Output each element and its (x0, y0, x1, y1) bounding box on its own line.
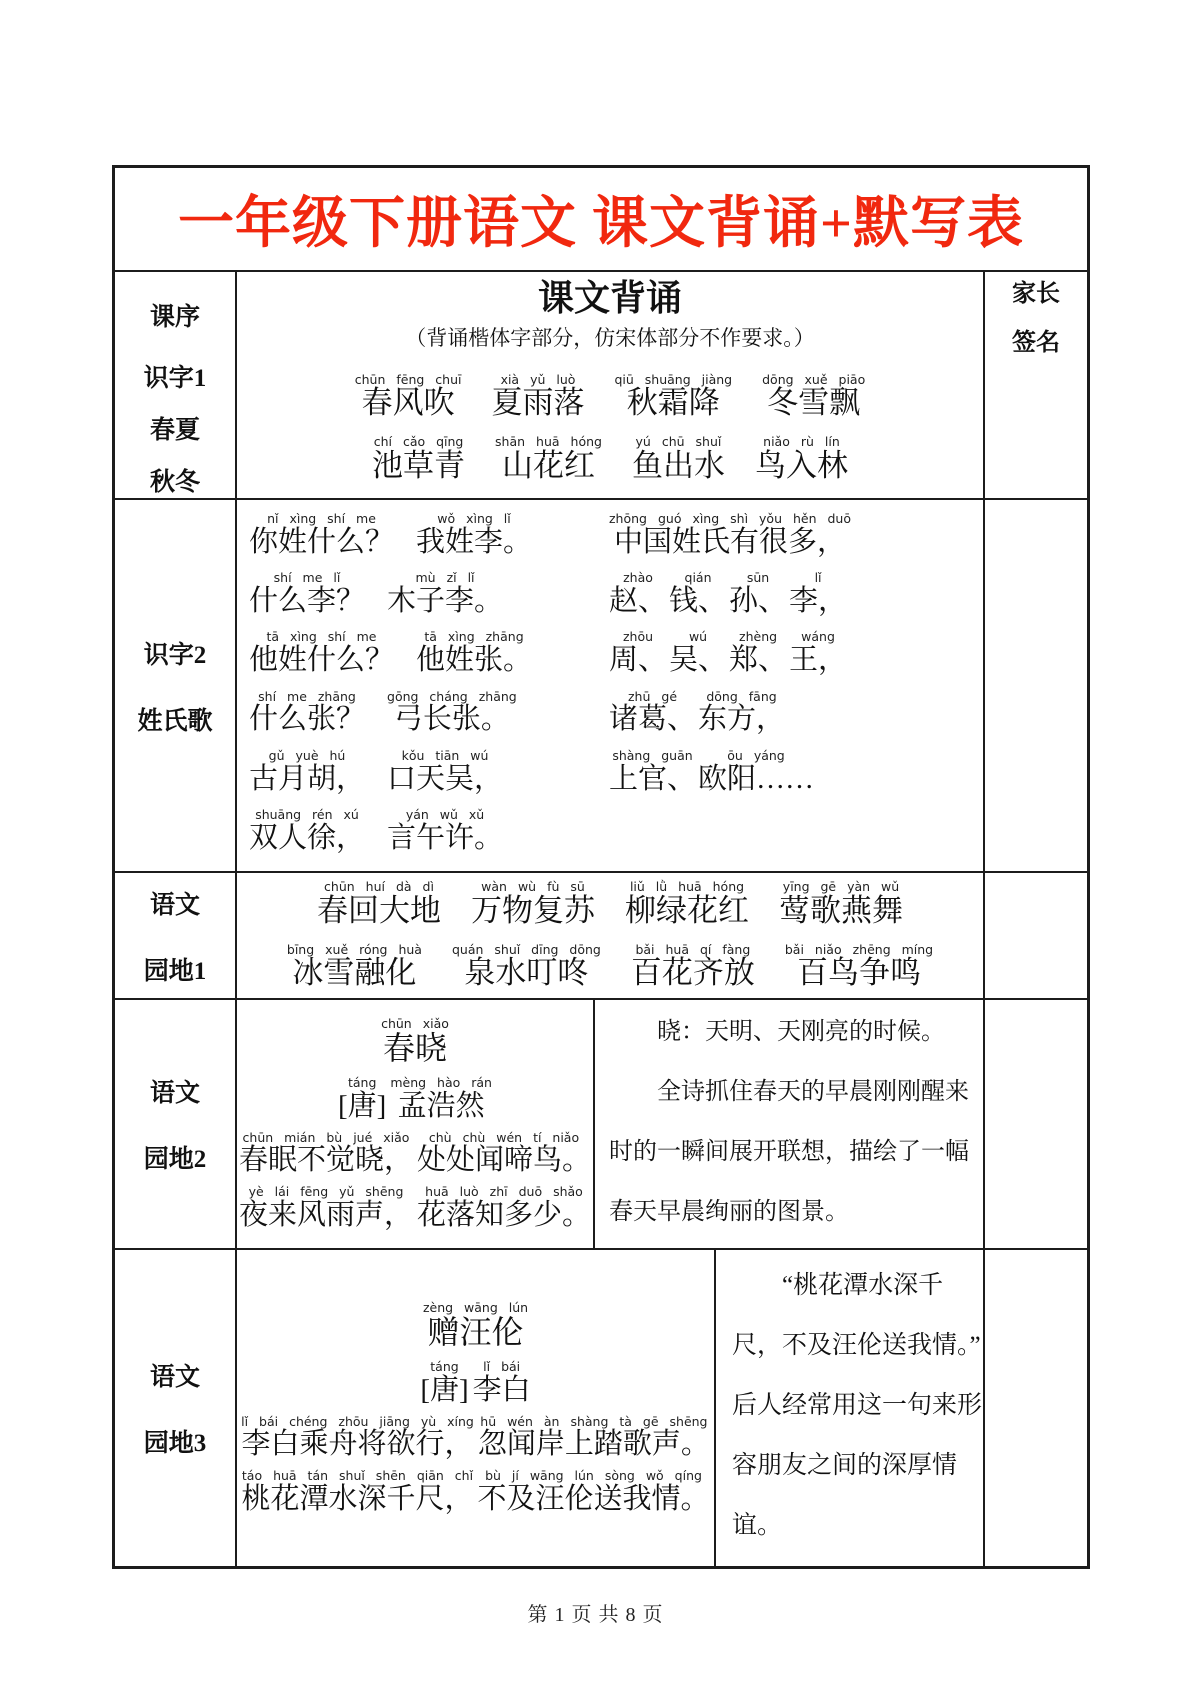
pinyin-text: mù zǐ lǐ (415, 570, 475, 586)
pinyin-text: yè lái fēng yǔ shēng (248, 1183, 404, 1199)
lesson-label-line: 语文 (149, 1364, 200, 1391)
hanzi-text: 冰雪融化 (292, 955, 417, 991)
table-row-shizi1 (115, 358, 1087, 498)
hanzi-text: 上官、 (609, 762, 697, 795)
pinyin-hanzi-segment (491, 373, 584, 421)
hanzi-text: 你姓什么？ (249, 525, 395, 558)
header-recitation-note: （背诵楷体字部分，仿宋体部分不作要求。） (405, 325, 815, 350)
pinyin-hanzi-segment (387, 571, 503, 617)
lesson-label-line: 语文 (149, 1080, 200, 1107)
pinyin-text: quán shuǐ dīng dōng (451, 941, 601, 957)
annotation-line: 谊。 (732, 1512, 783, 1539)
table-header-row (115, 270, 1087, 358)
header-lesson-order-label: 课序 (149, 304, 200, 331)
pinyin-hanzi-segment (372, 435, 465, 483)
hanzi-text: 柳绿花红 (625, 892, 749, 928)
hanzi-text: 鸟入林 (754, 447, 848, 483)
pinyin-hanzi-segment (729, 630, 787, 676)
hanzi-text: 什么李？ (249, 584, 366, 617)
phrase-line (287, 943, 933, 991)
hanzi-text: 池草青 (372, 447, 466, 483)
phrase-line (249, 749, 503, 795)
lesson-label-line: 春夏 (149, 417, 200, 444)
pinyin-text: táng (430, 1359, 459, 1375)
pinyin-text: wú (688, 629, 708, 645)
lesson-label-yuandi3 (115, 1250, 237, 1566)
hanzi-text: 孟浩然 (397, 1090, 485, 1123)
phrase-line (249, 808, 503, 854)
pinyin-hanzi-segment (452, 943, 601, 991)
table-row-shizi2 (115, 498, 1087, 871)
pinyin-hanzi-segment (249, 808, 365, 854)
hanzi-text: 秋霜降 (626, 385, 720, 421)
pinyin-text: chūn huí dà dì (324, 879, 434, 895)
table-row-yuandi1 (115, 871, 1087, 998)
signature-cell-yuandi2 (983, 1000, 1087, 1248)
hanzi-text: 万物复苏 (471, 892, 595, 928)
table-title-row (115, 168, 1087, 270)
lesson-label-line: 姓氏歌 (137, 707, 213, 735)
pinyin-text: mèng hào rán (390, 1075, 492, 1091)
hanzi-text: 双人徐， (249, 821, 366, 854)
lesson-label-line: 园地3 (143, 1430, 207, 1457)
lesson-label-shizi1 (115, 358, 237, 498)
annotation-line: 晓：天明、天刚亮的时候。 (657, 1019, 945, 1045)
pinyin-text: niǎo rù lín (763, 434, 840, 449)
pinyin-text: shí me zhāng (258, 688, 356, 704)
hanzi-text: 泉水叮咚 (464, 955, 589, 991)
pinyin-text: chūn xiǎo (381, 1015, 449, 1031)
phrase-line (609, 690, 785, 736)
hanzi-text: 郑、 (729, 644, 788, 677)
pinyin-hanzi-segment (631, 943, 755, 991)
pinyin-text: chūn fēng chuī (354, 371, 462, 387)
pinyin-hanzi-segment (614, 373, 732, 421)
pinyin-text: zhào (623, 570, 653, 586)
pinyin-hanzi-segment (416, 512, 532, 558)
annotation-line: 春天早晨绚丽的图景。 (609, 1199, 849, 1225)
hanzi-text: [唐] (338, 1090, 387, 1123)
hanzi-text: 春风吹 (361, 385, 455, 421)
pinyin-hanzi-segment (249, 571, 365, 617)
phrase-line (420, 1360, 530, 1406)
pinyin-text: hū wén àn shàng tà gē shēng (480, 1413, 708, 1429)
pinyin-hanzi-segment (789, 571, 847, 617)
lesson-label-line: 园地2 (143, 1146, 207, 1173)
signature-cell-yuandi1 (983, 873, 1087, 998)
pinyin-hanzi-segment (416, 630, 532, 676)
pinyin-text: xià yǔ luò (500, 371, 576, 387)
pinyin-text: chù chù wén tí niǎo (428, 1129, 580, 1145)
hanzi-text: 不及汪伦送我情。 (477, 1482, 710, 1515)
lesson-label-shizi2 (115, 500, 237, 871)
pinyin-text: shí me lǐ (273, 570, 341, 586)
hanzi-text: 欧阳…… (698, 762, 815, 795)
pinyin-text: bù jí wāng lún sòng wǒ qíng (485, 1467, 702, 1483)
song-left-column (249, 512, 609, 863)
pinyin-text: zhōng guó xìng shì yǒu hěn duō (609, 511, 851, 526)
pinyin-hanzi-segment (698, 690, 785, 736)
pinyin-hanzi-segment (390, 1076, 492, 1122)
pinyin-text: tā xìng zhāng (424, 629, 524, 645)
pinyin-hanzi-segment (755, 435, 848, 483)
pinyin-text: yán wǔ xǔ (405, 807, 485, 823)
pinyin-hanzi-segment (239, 1131, 413, 1177)
page-title: 一年级下册语文 课文背诵+默写表 (178, 193, 1024, 255)
pinyin-text: dōng xuě piāo (762, 371, 866, 387)
pinyin-hanzi-segment (241, 1469, 473, 1515)
table-row-yuandi3 (115, 1248, 1087, 1566)
poem-yuandi3 (237, 1250, 716, 1566)
page-number: 第 1 页 共 8 页 (527, 1604, 664, 1626)
hanzi-text: 孙、 (729, 584, 788, 617)
pinyin-hanzi-segment (625, 880, 749, 928)
pinyin-hanzi-segment (789, 630, 847, 676)
annotation-yuandi3 (716, 1250, 983, 1566)
hanzi-text: 弓长张。 (393, 703, 510, 736)
recitation-table (112, 165, 1090, 1569)
pinyin-hanzi-segment (287, 943, 422, 991)
hanzi-text: 言午许。 (387, 821, 504, 854)
hanzi-text: 我姓李。 (416, 525, 533, 558)
pinyin-text: gǔ yuè hú (268, 747, 346, 763)
pinyin-hanzi-segment (249, 749, 365, 795)
pinyin-text: kǒu tiān wú (401, 747, 489, 763)
annotation-line: 后人经常用这一句来形 (732, 1392, 983, 1419)
pinyin-text: wáng (801, 629, 835, 645)
pinyin-text: yīng gē yàn wǔ (782, 879, 900, 895)
hanzi-text: 什么张？ (249, 703, 366, 736)
hanzi-text: 周、 (609, 644, 668, 677)
recitation-content-yuandi2 (237, 1000, 983, 1248)
pinyin-text: qián (684, 570, 712, 586)
header-lesson-order (115, 272, 237, 358)
pinyin-hanzi-segment (317, 880, 441, 928)
recitation-content-shizi2 (237, 500, 983, 871)
pinyin-hanzi-segment (632, 435, 725, 483)
table-rows (115, 358, 1087, 1566)
pinyin-hanzi-segment (417, 1131, 591, 1177)
hanzi-text: 李白乘舟将欲行， (241, 1428, 474, 1461)
header-sign-line-1: 家长 (1012, 281, 1060, 307)
hanzi-text: 莺歌燕舞 (779, 892, 903, 928)
annotation-line: 全诗抓住春天的早晨刚刚醒来 (657, 1079, 969, 1105)
annotation-line: 时的一瞬间展开联想，描绘了一幅 (609, 1139, 969, 1165)
pinyin-hanzi-segment (355, 373, 462, 421)
pinyin-hanzi-segment (249, 630, 394, 676)
hanzi-text: 百鸟争鸣 (796, 955, 921, 991)
lesson-label-line: 识字2 (143, 641, 207, 669)
pinyin-hanzi-segment (249, 690, 365, 736)
pinyin-hanzi-segment (423, 1301, 528, 1351)
lesson-label-yuandi2 (115, 1000, 237, 1248)
pinyin-text: sūn (746, 570, 770, 586)
phrase-line (249, 630, 532, 676)
lesson-label-yuandi1 (115, 873, 237, 998)
hanzi-text: 夜来风雨声， (238, 1198, 413, 1231)
hanzi-text: 古月胡， (249, 762, 366, 795)
pinyin-text: qiū shuāng jiàng (614, 371, 733, 387)
pinyin-text: lǐ bái (483, 1359, 521, 1375)
phrase-line (241, 1469, 709, 1515)
hanzi-text: 赠汪伦 (427, 1313, 524, 1350)
pinyin-hanzi-segment (338, 1076, 386, 1122)
hanzi-text: 春回大地 (317, 892, 441, 928)
phrase-line (241, 1415, 710, 1461)
recitation-content-yuandi1 (237, 873, 983, 998)
pinyin-hanzi-segment (417, 1185, 591, 1231)
pinyin-hanzi-segment (669, 630, 727, 676)
phrase-line (609, 512, 851, 558)
phrase-line (239, 1131, 591, 1177)
hanzi-text: 春晓 (382, 1029, 447, 1066)
hanzi-text: 花落知多少。 (417, 1198, 592, 1231)
hanzi-text: 鱼出水 (631, 447, 725, 483)
hanzi-text: 中国姓氏有很多， (613, 525, 846, 558)
hanzi-text: 他姓什么？ (249, 644, 395, 677)
pinyin-hanzi-segment (609, 749, 696, 795)
pinyin-text: shàng guān (612, 747, 693, 763)
recitation-content-yuandi3 (237, 1250, 983, 1566)
pinyin-text: táng (347, 1075, 377, 1091)
lesson-label-line: 识字1 (143, 365, 207, 392)
pinyin-text: chūn mián bù jué xiǎo (242, 1129, 410, 1145)
hanzi-text: 诸葛、 (609, 703, 697, 736)
phrase-line (338, 1076, 492, 1122)
lesson-label-line: 园地1 (143, 957, 207, 985)
pinyin-text: bǎi niǎo zhēng míng (784, 941, 934, 957)
hanzi-text: 百花齐放 (630, 955, 755, 991)
pinyin-text: tā xìng shí me (266, 629, 377, 645)
pinyin-text: zhōu (622, 629, 654, 645)
hanzi-text: 木子李。 (387, 584, 504, 617)
pinyin-text: wǒ xìng lǐ (437, 511, 511, 526)
pinyin-hanzi-segment (478, 1469, 710, 1515)
pinyin-hanzi-segment (762, 373, 865, 421)
pinyin-text: wàn wù fù sū (481, 879, 585, 895)
hanzi-text: [唐] (420, 1374, 469, 1407)
poem-yuandi2 (237, 1000, 595, 1248)
lesson-label-line: 语文 (149, 891, 200, 919)
pinyin-text: ōu yáng (727, 747, 785, 763)
pinyin-text: gōng cháng zhāng (387, 688, 517, 704)
pinyin-text: shān huā hóng (495, 434, 602, 449)
lesson-label-line: 秋冬 (149, 469, 200, 496)
phrase-line (239, 1185, 591, 1231)
pinyin-hanzi-segment (249, 512, 394, 558)
pinyin-text: nǐ xìng shí me (267, 511, 376, 526)
hanzi-text: 钱、 (669, 584, 728, 617)
pinyin-hanzi-segment (785, 943, 933, 991)
phrase-line (249, 690, 517, 736)
pinyin-hanzi-segment (609, 630, 667, 676)
pinyin-text: bīng xuě róng huà (286, 941, 422, 957)
pinyin-hanzi-segment (609, 571, 667, 617)
phrase-line (355, 373, 865, 421)
hanzi-text: 山花红 (502, 447, 595, 483)
annotation-line: “桃花潭水深千 (782, 1272, 944, 1299)
pinyin-hanzi-segment (478, 1415, 710, 1461)
header-parent-signature (983, 272, 1087, 358)
hanzi-text: 李， (789, 584, 848, 617)
hanzi-text: 冬雪飘 (767, 385, 861, 421)
pinyin-hanzi-segment (609, 690, 696, 736)
pinyin-hanzi-segment (239, 1185, 413, 1231)
pinyin-hanzi-segment (698, 749, 814, 795)
pinyin-text: dōng fāng (706, 688, 777, 704)
pinyin-hanzi-segment (387, 808, 503, 854)
phrase-line (372, 435, 848, 483)
phrase-line (609, 749, 814, 795)
pinyin-text: zhèng (739, 629, 778, 645)
annotation-line: 尺，不及汪伦送我情。” (732, 1332, 981, 1359)
pinyin-hanzi-segment (473, 1360, 531, 1406)
hanzi-text: 他姓张。 (416, 644, 533, 677)
hanzi-text: 吴、 (669, 644, 728, 677)
pinyin-text: zhū gé (628, 688, 678, 704)
hanzi-text: 春眠不觉晓， (238, 1144, 413, 1177)
table-row-yuandi2 (115, 998, 1087, 1248)
pinyin-hanzi-segment (495, 435, 602, 483)
pinyin-text: shuāng rén xú (255, 807, 359, 823)
hanzi-text: 处处闻啼鸟。 (417, 1144, 592, 1177)
hanzi-text: 赵、 (609, 584, 668, 617)
pinyin-text: zèng wāng lún (422, 1299, 529, 1315)
pinyin-text: chí cǎo qīng (373, 434, 464, 449)
signature-cell-shizi2 (983, 500, 1087, 871)
annotation-line: 容朋友之间的深厚情 (732, 1452, 958, 1479)
hanzi-text: 王， (789, 644, 848, 677)
phrase-line (249, 512, 532, 558)
phrase-line (609, 571, 847, 617)
pinyin-text: yú chū shuǐ (635, 434, 722, 449)
phrase-line (381, 1017, 449, 1067)
pinyin-text: lǐ (814, 570, 822, 586)
hanzi-text: 桃花潭水深千尺， (241, 1482, 474, 1515)
pinyin-hanzi-segment (779, 880, 903, 928)
header-recitation-title: 课文背诵 (537, 278, 682, 319)
pinyin-hanzi-segment (729, 571, 787, 617)
song-right-column (609, 512, 983, 863)
pinyin-hanzi-segment (387, 690, 517, 736)
pinyin-text: huā luò zhī duō shǎo (425, 1183, 583, 1199)
signature-cell-shizi1 (983, 358, 1087, 498)
hanzi-text: 李白 (472, 1374, 531, 1407)
pinyin-hanzi-segment (669, 571, 727, 617)
recitation-content-shizi1 (237, 358, 983, 498)
pinyin-text: bǎi huā qí fàng (635, 941, 751, 957)
pinyin-hanzi-segment (387, 749, 503, 795)
header-sign-line-2: 签名 (1012, 330, 1060, 356)
phrase-line (249, 571, 503, 617)
header-recitation (237, 272, 983, 358)
phrase-line (317, 880, 903, 928)
hanzi-text: 东方， (698, 703, 786, 736)
pinyin-hanzi-segment (420, 1360, 468, 1406)
pinyin-hanzi-segment (609, 512, 851, 558)
annotation-yuandi2 (595, 1000, 983, 1248)
pinyin-hanzi-segment (471, 880, 595, 928)
phrase-line (423, 1301, 528, 1351)
hanzi-text: 口天吴， (387, 762, 504, 795)
hanzi-text: 忽闻岸上踏歌声。 (477, 1428, 710, 1461)
pinyin-text: liǔ lǜ huā hóng (629, 879, 745, 895)
pinyin-hanzi-segment (241, 1415, 474, 1461)
signature-cell-yuandi3 (983, 1250, 1087, 1566)
pinyin-hanzi-segment (381, 1017, 449, 1067)
pinyin-text: táo huā tán shuǐ shēn qiān chǐ (241, 1467, 474, 1483)
hanzi-text: 夏雨落 (491, 385, 585, 421)
pinyin-text: lǐ bái chéng zhōu jiāng yù xíng (241, 1413, 474, 1429)
phrase-line (609, 630, 847, 676)
